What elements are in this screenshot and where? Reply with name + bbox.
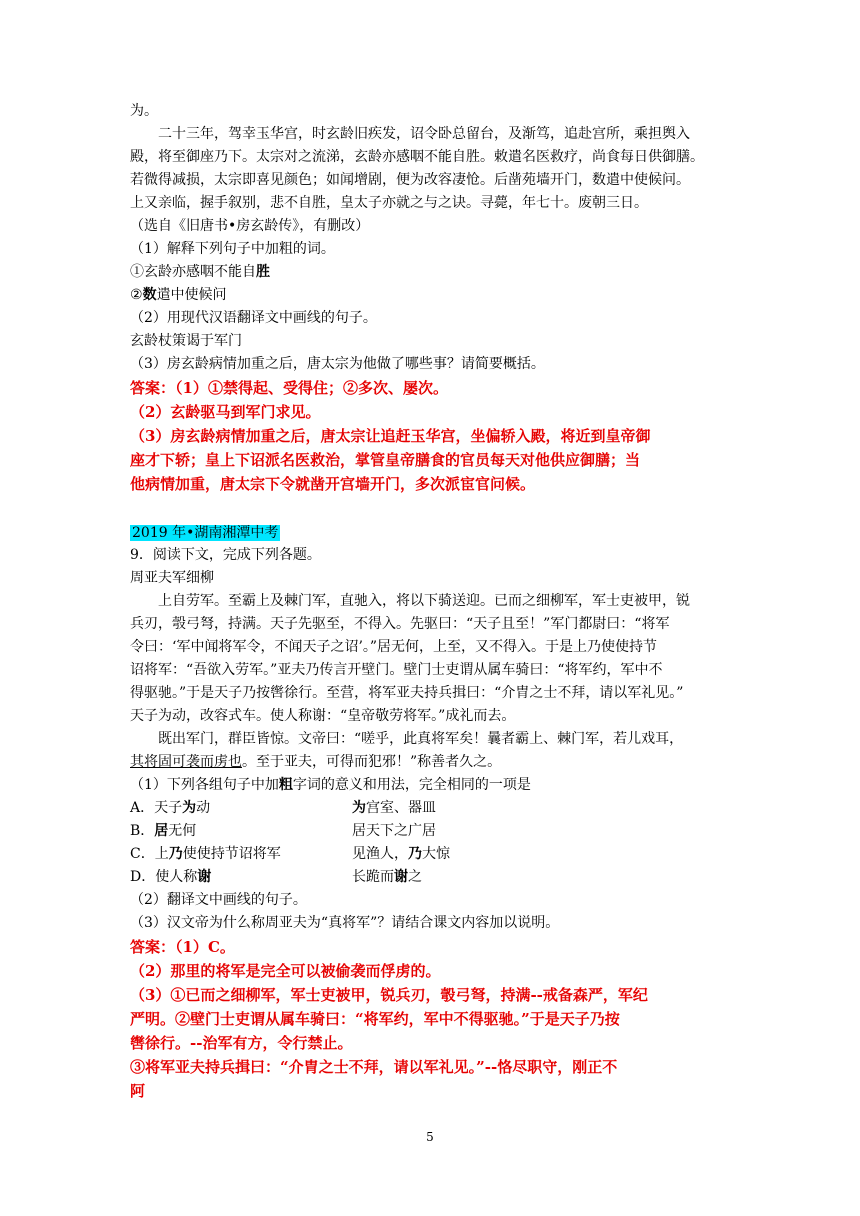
top-fragment: 为。 <box>130 103 158 119</box>
answer-line: （2）那里的将军是完全可以被偷袭而俘虏的。 <box>130 962 441 980</box>
passage-line: 上又亲临，握手叙别，悲不自胜，皇太子亦就之与之诀。寻薨，年七十。废朝三日。 <box>130 195 648 211</box>
option-d: D．使人称谢 长跪而谢之 <box>130 869 422 885</box>
passage-line: 二十三年，驾幸玉华宫，时玄龄旧疾发，诏令卧总留台，及渐笃，追赴宫所，乘担舆入 <box>158 126 690 142</box>
answer-line: 阿 <box>130 1082 146 1100</box>
question-intro: 9．阅读下文，完成下列各题。 <box>130 547 321 563</box>
answer-block-1 <box>130 376 750 496</box>
options-list <box>130 797 750 889</box>
answer-line: （3）房玄龄病情加重之后，唐太宗让追赶玉华宫，坐偏轿入殿，将近到皇帝御 <box>130 427 651 445</box>
question-1-item-a: ①玄龄亦感咽不能自胜 <box>130 264 270 280</box>
answer-line: （3）①已而之细柳军，军士吏被甲，锐兵刃，彀弓弩，持满--戒备森严，军纪 <box>130 986 648 1004</box>
passage-line: 天子为动，改容式车。使人称谢：“皇帝敬劳将军。”成礼而去。 <box>130 708 516 724</box>
passage-line: 既出军门，群臣皆惊。文帝曰：“嗟乎，此真将军矣！曩者霸上、棘门军，若儿戏耳， <box>158 731 684 747</box>
passage-fang-xuanling <box>130 123 750 215</box>
answer-line: （2）玄龄驱马到军门求见。 <box>130 403 321 421</box>
source-note: （选自《旧唐书•房玄龄传》，有删改） <box>130 218 370 234</box>
option-a: A．天子为动 为宫室、器皿 <box>130 800 436 816</box>
page-number: 5 <box>426 1130 434 1144</box>
option-b: B．居无何 居天下之广居 <box>130 823 436 839</box>
answer-line: 严明。②壁门士吏谓从属车骑曰：“将军约，军中不得驱驰。”于是天子乃按 <box>130 1010 620 1028</box>
option-c: C．上乃使使持节诏将军 见渔人，乃大惊 <box>130 846 450 862</box>
question-2-sentence: 玄龄杖策谒于军门 <box>130 333 242 349</box>
underlined-sentence: 其将固可袭而虏也 <box>130 754 242 770</box>
passage-line: 其将固可袭而虏也。至于亚夫，可得而犯邪！”称善者久之。 <box>130 754 502 770</box>
answer-line: 座才下轿；皇上下诏派名医救治，掌管皇帝膳食的官员每天对他供应御膳；当 <box>130 451 641 469</box>
section-heading: 2019 年•湖南湘潭中考 <box>132 525 279 541</box>
question-1: （1）下列各组句子中加粗字词的意义和用法，完全相同的一项是 <box>130 777 531 793</box>
answer-block-2 <box>130 935 750 1103</box>
passage-line: 诏将军：“吾欲入劳军。”亚夫乃传言开壁门。壁门士吏谓从属车骑曰：“将军约，军中不 <box>130 662 663 678</box>
document-page <box>130 100 750 1103</box>
question-1-item-b: ②数遣中使候问 <box>130 287 227 303</box>
answer-line: 他病情加重，唐太宗下令就凿开宫墙开门，多次派宦官问候。 <box>130 475 536 493</box>
passage-zhou-yafu <box>130 590 750 774</box>
question-1: （1）解释下列句子中加粗的词。 <box>130 241 335 257</box>
passage-line: 上自劳军。至霸上及棘门军，直驰入，将以下骑送迎。已而之细柳军，军士吏被甲，锐 <box>158 593 690 609</box>
question-2: （2）翻译文中画线的句子。 <box>130 892 307 908</box>
passage-line: 若微得减损，太宗即喜见颜色；如闻增剧，便为改容凄怆。后凿苑墙开门，数遣中使候问。 <box>130 172 690 188</box>
question-3: （3）房玄龄病情加重之后，唐太宗为他做了哪些事？请简要概括。 <box>130 356 545 372</box>
answer-line: 答案：（1）C。 <box>130 938 235 956</box>
question-2: （2）用现代汉语翻译文中画线的句子。 <box>130 310 377 326</box>
passage-title: 周亚夫军细柳 <box>130 570 214 586</box>
passage-line: 令曰：‘军中闻将军令，不闻天子之诏’。”居无何，上至，又不得入。于是上乃使使持节 <box>130 639 658 655</box>
passage-line: 得驱驰。”于是天子乃按辔徐行。至营，将军亚夫持兵揖曰：“介胄之士不拜，请以军礼见。” <box>130 685 684 701</box>
answer-line: 答案：（1）①禁得起、受得住；②多次、屡次。 <box>130 379 448 397</box>
passage-line: 殿，将至御座乃下。太宗对之流涕，玄龄亦感咽不能自胜。敕遣名医救疗，尚食每日供御膳。 <box>130 149 704 165</box>
answer-line: ③将军亚夫持兵揖曰：“介胄之士不拜，请以军礼见。”--恪尽职守，刚正不 <box>130 1058 618 1076</box>
passage-line: 兵刃，彀弓弩，持满。天子先驱至，不得入。先驱曰：“天子且至！”军门都尉曰：“将军 <box>130 616 670 632</box>
question-3: （3）汉文帝为什么称周亚夫为“真将军”？请结合课文内容加以说明。 <box>130 915 560 931</box>
answer-line: 辔徐行。--治军有方，令行禁止。 <box>130 1034 353 1052</box>
